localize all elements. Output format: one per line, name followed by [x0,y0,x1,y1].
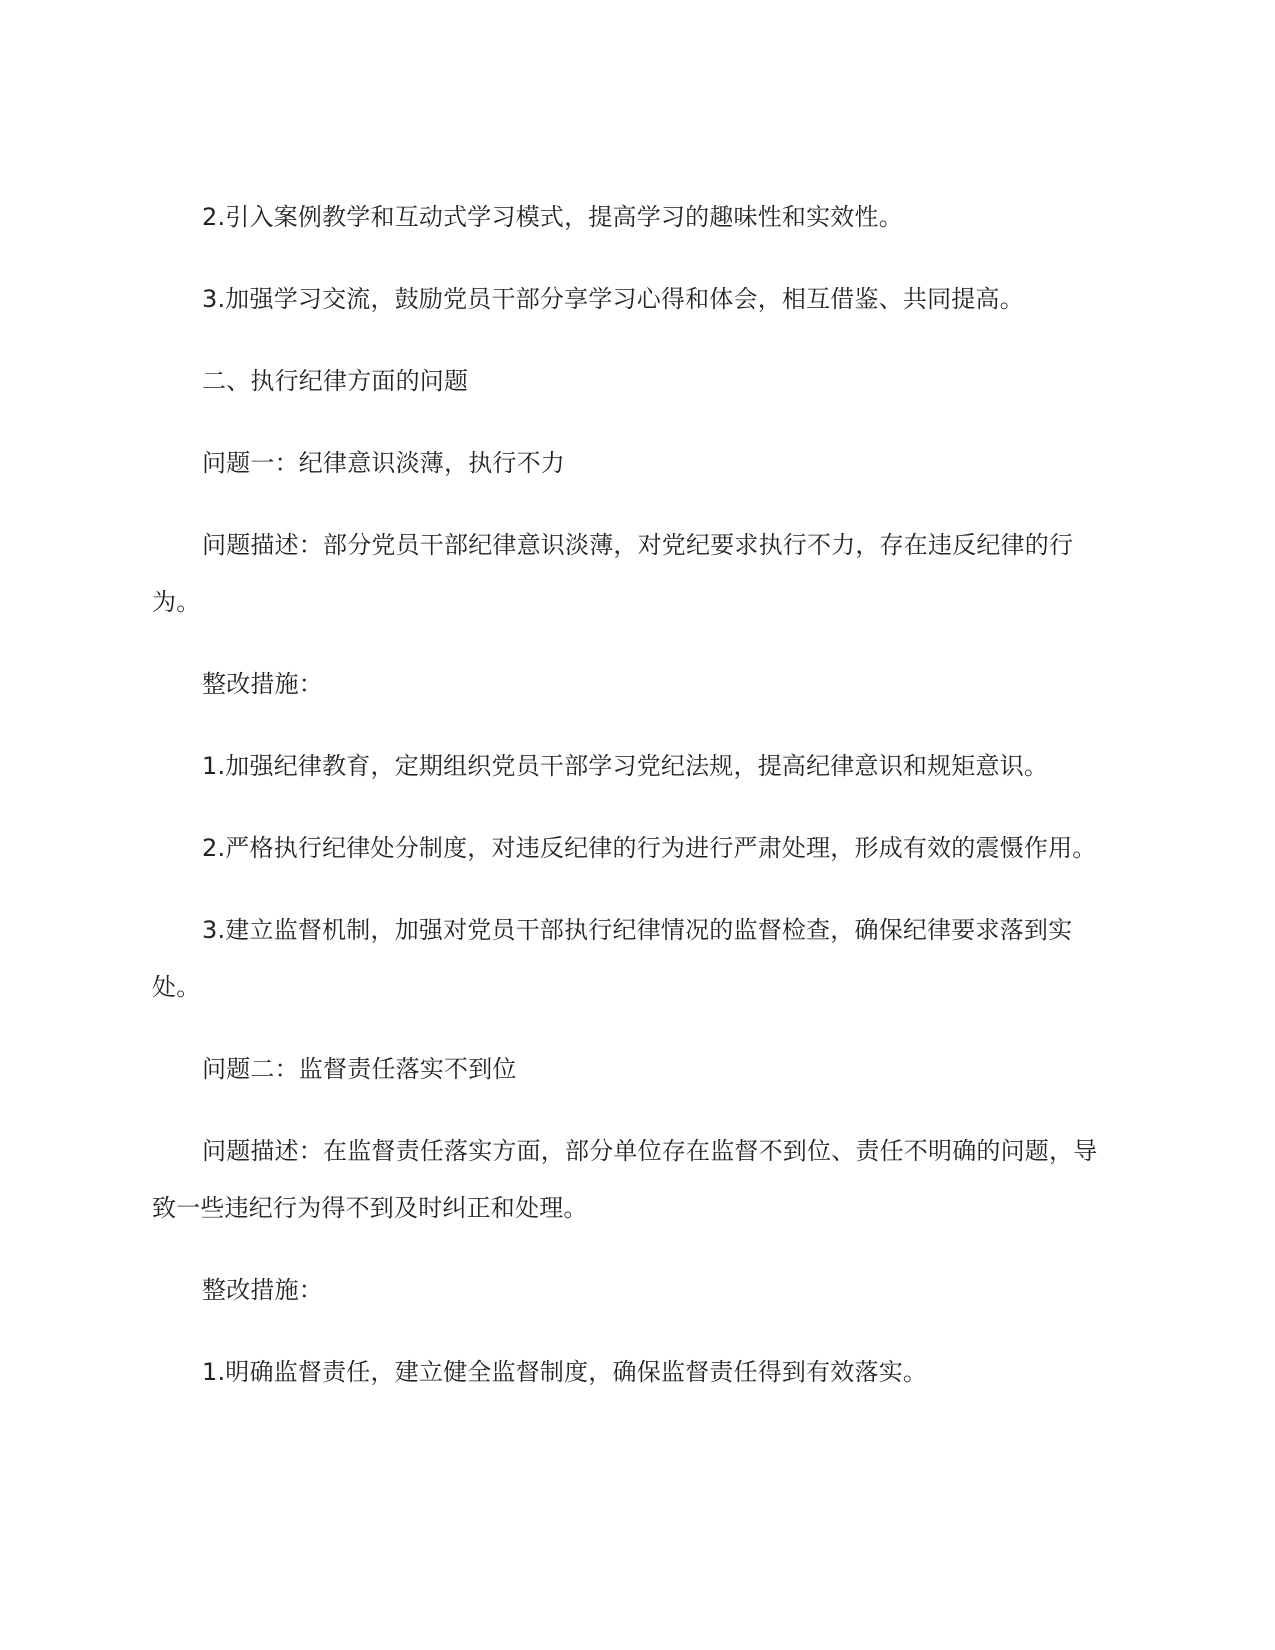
rectification-heading-2: 整改措施： [202,1276,323,1304]
rectification-item-2-1: 1.明确监督责任，建立健全监督制度，确保监督责任得到有效落实。 [202,1358,928,1386]
rectification-heading-1: 整改措施： [202,670,323,698]
paragraph-measure-3: 3.加强学习交流，鼓励党员干部分享学习心得和体会，相互借鉴、共同提高。 [202,285,1024,313]
document-body [152,189,1112,1426]
issue-title-1: 问题一：纪律意识淡薄，执行不力 [202,449,565,477]
issue-description-1: 问题描述：部分党员干部纪律意识淡薄，对党纪要求执行不力，存在违反纪律的行为。 [152,531,1074,616]
rectification-item-1-1: 1.加强纪律教育，定期组织党员干部学习党纪法规，提高纪律意识和规矩意识。 [202,752,1049,780]
rectification-item-1-3: 3.建立监督机制，加强对党员干部执行纪律情况的监督检查，确保纪律要求落到实处。 [152,916,1073,1001]
issue-title-2: 问题二：监督责任落实不到位 [202,1055,517,1083]
section-heading: 二、执行纪律方面的问题 [202,367,469,395]
paragraph-measure-2: 2.引入案例教学和互动式学习模式，提高学习的趣味性和实效性。 [202,203,903,231]
rectification-item-1-2: 2.严格执行纪律处分制度，对违反纪律的行为进行严肃处理，形成有效的震慑作用。 [202,834,1097,862]
issue-description-2: 问题描述：在监督责任落实方面，部分单位存在监督不到位、责任不明确的问题，导致一些违纪行为得不到及时纠正和处理。 [152,1137,1098,1222]
